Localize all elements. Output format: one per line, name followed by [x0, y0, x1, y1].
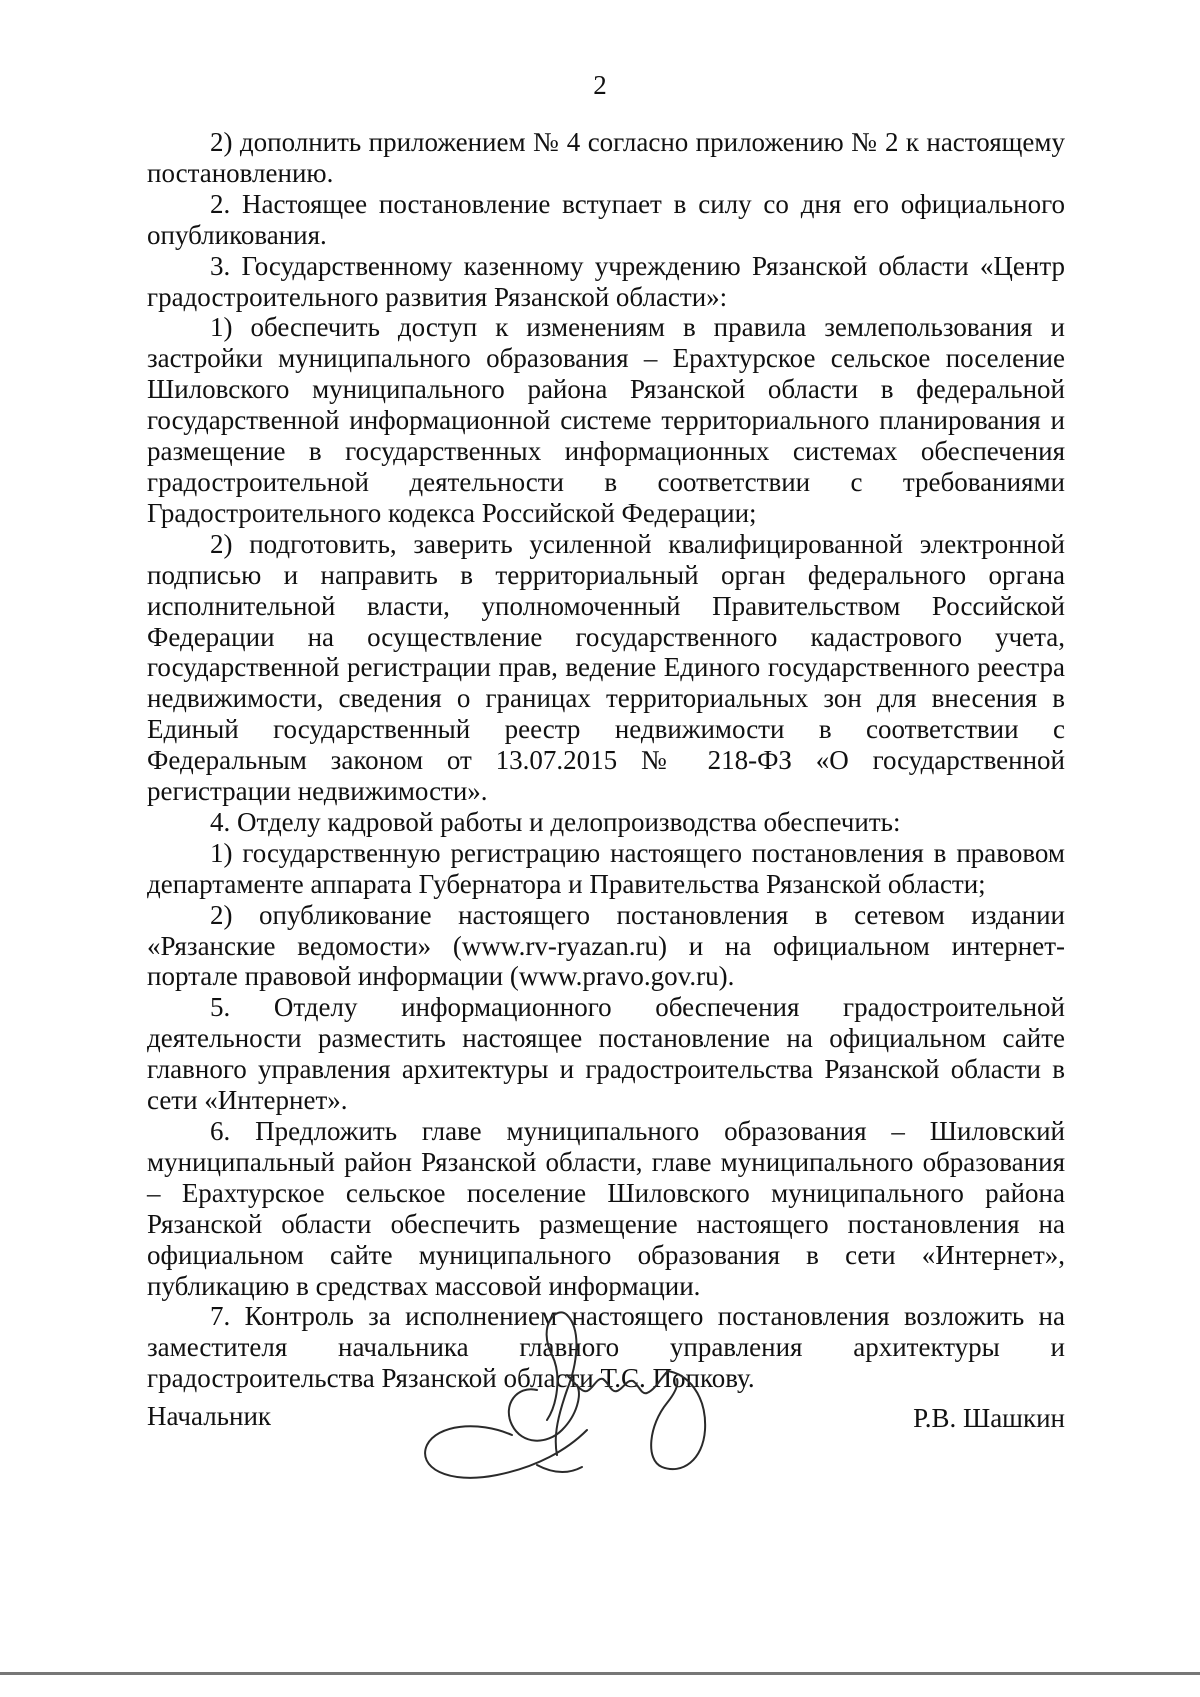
paragraph-clause-3-1: 1) обеспечить доступ к изменениям в правила землепользования и застройки муниципального образования – Ерахтурское сельское поселение Шиловского муниципального района Рязанской области в федеральной государственной информационной системе территориального планирования и размещение в государственных информационных системах обеспечения градостроительной деятельности в соответствии с требованиями Градостроительного кодекса Российской Федерации; — [147, 312, 1065, 528]
paragraph-clause-4-2: 2) опубликование настоящего постановления в сетевом издании «Рязанские ведомости» (www.rv-ryazan.ru) и на официальном интернет-портале правовой информации (www.pravo.gov.ru). — [147, 899, 1065, 992]
page-number: 2 — [593, 70, 607, 100]
handwritten-signature — [417, 1295, 727, 1495]
paragraph-clause-2: 2. Настоящее постановление вступает в силу со дня его официального опубликования. — [147, 188, 1065, 250]
paragraph-clause-4: 4. Отделу кадровой работы и делопроизводства обеспечить: — [210, 806, 901, 837]
bottom-divider — [0, 1672, 1200, 1675]
paragraph-item-2-2: 2) дополнить приложением № 4 согласно приложению № 2 к настоящему постановлению. — [147, 127, 1065, 188]
signer-title: Начальник — [147, 1401, 272, 1431]
signature-block — [147, 1345, 1065, 1585]
paragraph-clause-7: 7. Контроль за исполнением настоящего постановления возложить на заместителя начальника главного управления архитектуры и градостроительства Рязанской области Т.С. Попкову. — [147, 1301, 1065, 1394]
paragraph-clause-6: 6. Предложить главе муниципального образования – Шиловский муниципальный район Рязанской области, главе муниципального образования – Ерахтурское сельское поселение Шиловского муниципального района Рязанской области обеспечить размещение настоящего постановления на официальном сайте муниципального образования в сети «Интернет», публикацию в средствах массовой информации. — [147, 1116, 1065, 1301]
paragraph-clause-3: 3. Государственному казенному учреждению Рязанской области «Центр градостроительного развития Рязанской области»: — [147, 250, 1065, 312]
paragraph-clause-5: 5. Отделу информационного обеспечения градостроительной деятельности разместить настоящее постановление на официальном сайте главного управления архитектуры и градостроительства Рязанской области в сети «Интернет». — [147, 992, 1065, 1116]
paragraph-clause-3-2: 2) подготовить, заверить усиленной квалифицированной электронной подписью и направить в территориальный орган федерального органа исполнительной власти, уполномоченный Правительством Российской Федерации на осуществление государственного кадастрового учета, государственной регистрации прав, ведение Единого государственного реестра недвижимости, сведения о границах территориальных зон для внесения в Единый государственный реестр недвижимости в соответствии с Федеральным законом от 13.07.2015 № 218-ФЗ «О государственной регистрации недвижимости». — [147, 528, 1065, 807]
signer-name: Р.В. Шашкин — [913, 1403, 1065, 1433]
document-body — [147, 127, 1065, 1394]
paragraph-clause-4-1: 1) государственную регистрацию настоящего постановления в правовом департаменте аппарата Губернатора и Правительства Рязанской области; — [147, 837, 1065, 899]
